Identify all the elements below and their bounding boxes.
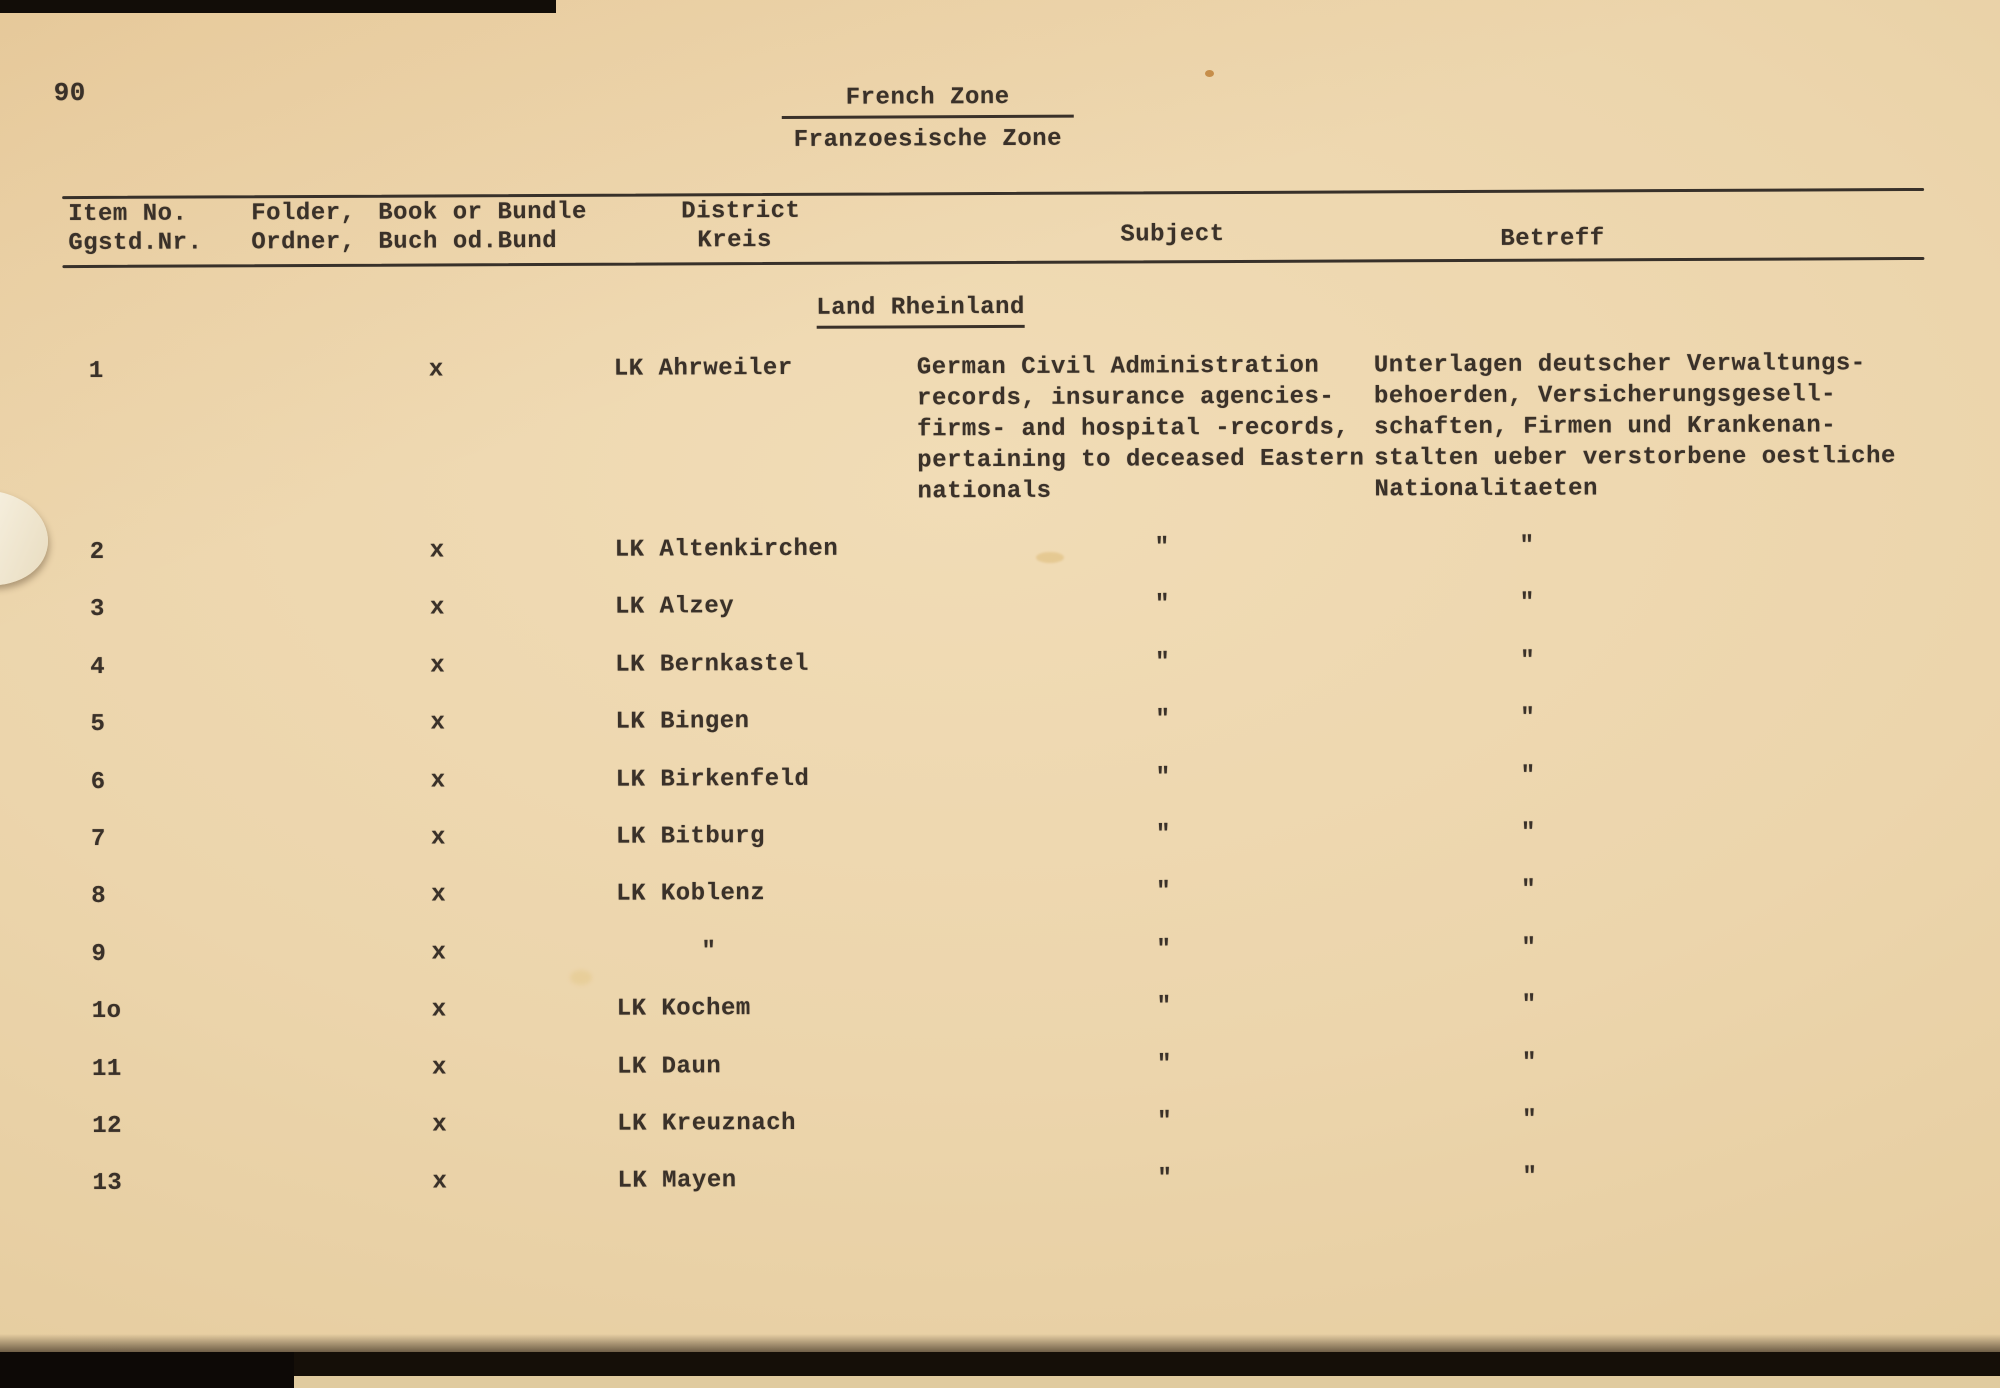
betreff-text: " [1521,1049,1537,1077]
book-or-bundle-mark: x [431,881,447,909]
book-or-bundle-mark: x [429,594,445,622]
district-name: LK Ahrweiler [613,354,793,383]
subject-text: " [1155,649,1171,677]
table-row [1,816,2000,882]
subject-text: " [1155,706,1171,734]
col-header-folder-de: Ordner, [251,228,356,257]
page-number: 90 [53,77,86,109]
book-or-bundle-mark: x [431,1053,447,1081]
betreff-text: " [1521,877,1537,905]
district-name: LK Birkenfeld [615,765,810,794]
book-or-bundle-mark: x [432,1168,448,1196]
district-name: LK Bitburg [615,822,766,851]
table-row [0,701,2000,767]
item-number: 5 [90,711,106,739]
item-number: 9 [91,940,107,968]
book-or-bundle-mark: x [430,824,446,852]
district-name: LK Altenkirchen [614,535,839,564]
betreff-text: " [1522,1163,1538,1192]
col-header-item-de: Ggstd.Nr. [68,229,203,258]
table-row [0,529,2000,595]
table-row [1,930,2000,996]
book-or-bundle-mark: x [430,709,446,737]
book-or-bundle-mark: x [430,766,446,795]
section-heading [711,293,1131,329]
item-number: 13 [92,1170,123,1198]
subject-text: German Civil Administration records, insurance agencies- firms- and hospital -records, pertaining to deceased Eastern nationals [916,352,1365,506]
subject-text: " [1157,1108,1173,1136]
item-number: 11 [91,1055,122,1083]
betreff-text: Unterlagen deutscher Verwaltungs- behoerden, Versicherungsgesell- schaften, Firmen und Krankenan- stalten ueber verstorbene oestliche Nationalitaeten [1373,350,1896,504]
table-row [1,758,2000,824]
subject-text: " [1155,821,1171,849]
table-row [2,1160,2000,1226]
district-name: LK Bingen [615,708,750,736]
paper-speckle [1205,70,1214,77]
zone-title-de: Franzoesische Zone [793,125,1063,154]
col-header-book [378,198,587,257]
table-body [0,348,2000,1226]
betreff-text: " [1520,819,1536,847]
item-number: 4 [90,653,106,681]
paper-stain [1036,552,1064,563]
col-header-folder-en: Folder, [251,199,356,228]
district-name: LK Alzey [614,593,735,622]
section-heading-underline: Land Rheinland [816,294,1025,329]
col-header-district-en: District [681,197,801,226]
betreff-text: " [1520,762,1536,790]
subject-text: " [1157,1165,1173,1193]
item-number: 7 [90,825,106,853]
table-row [1,873,2000,939]
district-name: LK Koblenz [616,880,766,909]
zone-title-en [718,83,1138,119]
book-or-bundle-mark: x [428,356,444,384]
subject-text: " [1156,935,1172,964]
col-header-item-en: Item No. [68,200,188,229]
table-row [0,586,2000,652]
col-header-book-en: Book or Bundle [378,198,587,227]
col-header-betreff: Betreff [1500,225,1605,253]
table-row [2,1103,2000,1169]
subject-text: " [1156,878,1172,906]
scan-artifact-bottom-edge [0,1352,2000,1378]
item-number: 3 [89,596,105,624]
subject-text: " [1154,591,1170,619]
betreff-text: " [1520,704,1536,732]
betreff-text: " [1519,532,1535,560]
item-number: 8 [91,883,107,911]
district-name: LK Bernkastel [615,650,809,679]
item-number: 6 [90,768,106,796]
book-or-bundle-mark: x [432,1111,448,1139]
zone-title-underline: French Zone [782,84,1074,119]
betreff-text: " [1522,1106,1538,1134]
betreff-text: " [1520,647,1536,675]
district-name: " [701,937,717,966]
book-or-bundle-mark: x [431,939,447,967]
book-or-bundle-mark: x [430,652,446,680]
subject-text: " [1154,534,1170,562]
district-name: LK Daun [616,1052,722,1081]
item-number: 12 [92,1112,123,1140]
table-row [0,348,2000,538]
col-header-district-de: Kreis [697,226,772,255]
page-title-block [718,83,1138,154]
item-number: 1 [88,357,104,385]
item-number: 1o [91,997,122,1026]
col-header-book-de: Buch od.Bund [378,227,558,256]
betreff-text: " [1519,590,1535,618]
col-header-item [68,199,202,258]
betreff-text: " [1521,991,1537,1019]
header-rule-top [62,188,1924,199]
book-or-bundle-mark: x [431,996,447,1024]
scan-artifact-top-edge [0,0,556,13]
scan-artifact-bottom-left-corner [0,1352,294,1388]
item-number: 2 [89,538,105,566]
subject-text: " [1155,763,1171,791]
col-header-district [681,197,800,256]
header-rule-bottom [62,257,1924,268]
district-name: LK Kochem [616,995,751,1023]
col-header-folder [251,199,356,257]
subject-text: " [1156,1050,1172,1078]
subject-text: " [1156,993,1172,1021]
table-row [0,643,2000,709]
paper-stain [570,970,592,985]
district-name: LK Mayen [617,1167,737,1195]
betreff-text: " [1521,934,1537,962]
col-header-subject: Subject [1120,221,1225,249]
book-or-bundle-mark: x [429,537,445,565]
table-row [2,988,2000,1054]
table-row [2,1045,2000,1111]
district-name: LK Kreuznach [617,1109,797,1138]
scan-artifact-next-page-edge [292,1376,2000,1388]
